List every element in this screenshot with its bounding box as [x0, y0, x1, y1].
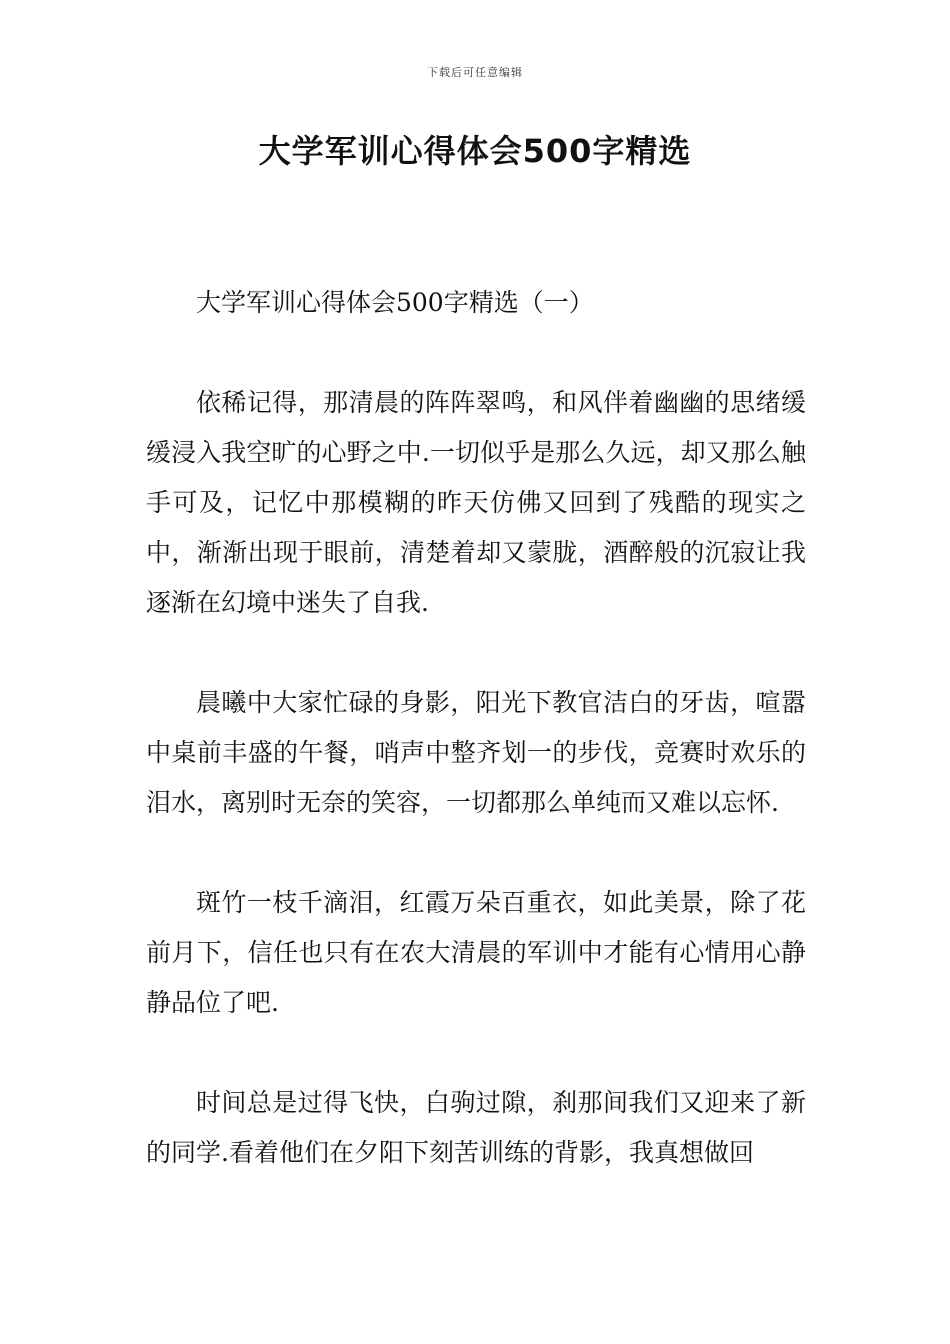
document-body [146, 278, 806, 1228]
header-note: 下载后可任意编辑 [427, 66, 523, 79]
paragraph-1: 依稀记得，那清晨的阵阵翠鸣，和风伴着幽幽的思绪缓缓浸入我空旷的心野之中.一切似乎是那么久远，却又那么触手可及，记忆中那模糊的昨天仿佛又回到了残酷的现实之中，渐渐出现于眼前，清楚着却又蒙胧，酒醉般的沉寂让我逐渐在幻境中迷失了自我. [146, 388, 806, 617]
paragraph-2: 晨曦中大家忙碌的身影，阳光下教官洁白的牙齿，喧嚣中桌前丰盛的午餐，哨声中整齐划一的步伐，竞赛时欢乐的泪水，离别时无奈的笑容，一切都那么单纯而又难以忘怀. [146, 688, 806, 817]
section-subtitle: 大学军训心得体会500字精选（一） [196, 288, 594, 317]
paragraph-4: 时间总是过得飞快，白驹过隙，刹那间我们又迎来了新的同学.看着他们在夕阳下刻苦训练的背影，我真想做回 [146, 1088, 806, 1167]
document-title: 大学军训心得体会500字精选 [258, 132, 692, 170]
paragraph-3: 斑竹一枝千滴泪，红霞万朵百重衣，如此美景，除了花前月下，信任也只有在农大清晨的军训中才能有心情用心静静品位了吧. [146, 888, 806, 1017]
